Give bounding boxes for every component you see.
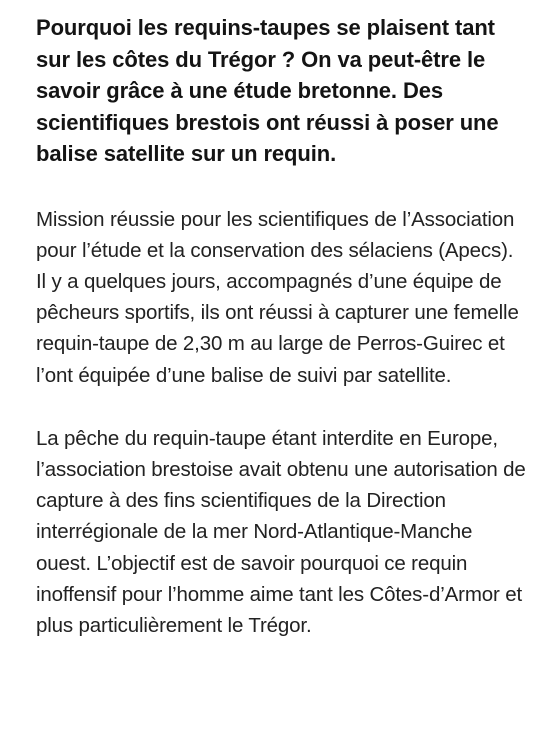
article-paragraph-2: La pêche du requin-taupe étant interdite en Europe, l’association brestoise avait obtenu une autorisation de capture à des fins scientifiques de la Direction interrégionale de la mer Nord-Atlantique-Manche ouest. L’objectif est de savoir pourquoi ce requin inoffensif pour l’homme aime tant les Côtes-d’Armor et plus particulièrement le Trégor.: [36, 426, 526, 637]
article-body: [36, 12, 526, 641]
article-lead: Pourquoi les requins-taupes se plaisent tant sur les côtes du Trégor ? On va peut-être le savoir grâce à une étude bretonne. Des scientifiques brestois ont réussi à poser une balise satellite sur un requin.: [36, 15, 499, 166]
article-paragraph-1: Mission réussie pour les scientifiques de l’Association pour l’étude et la conservation des sélaciens (Apecs). Il y a quelques jours, accompagnés d’une équipe de pêcheurs sportifs, ils ont réussi à capturer une femelle requin-taupe de 2,30 m au large de Perros-Guirec et l’ont équipée d’une balise de suivi par satellite.: [36, 207, 519, 387]
